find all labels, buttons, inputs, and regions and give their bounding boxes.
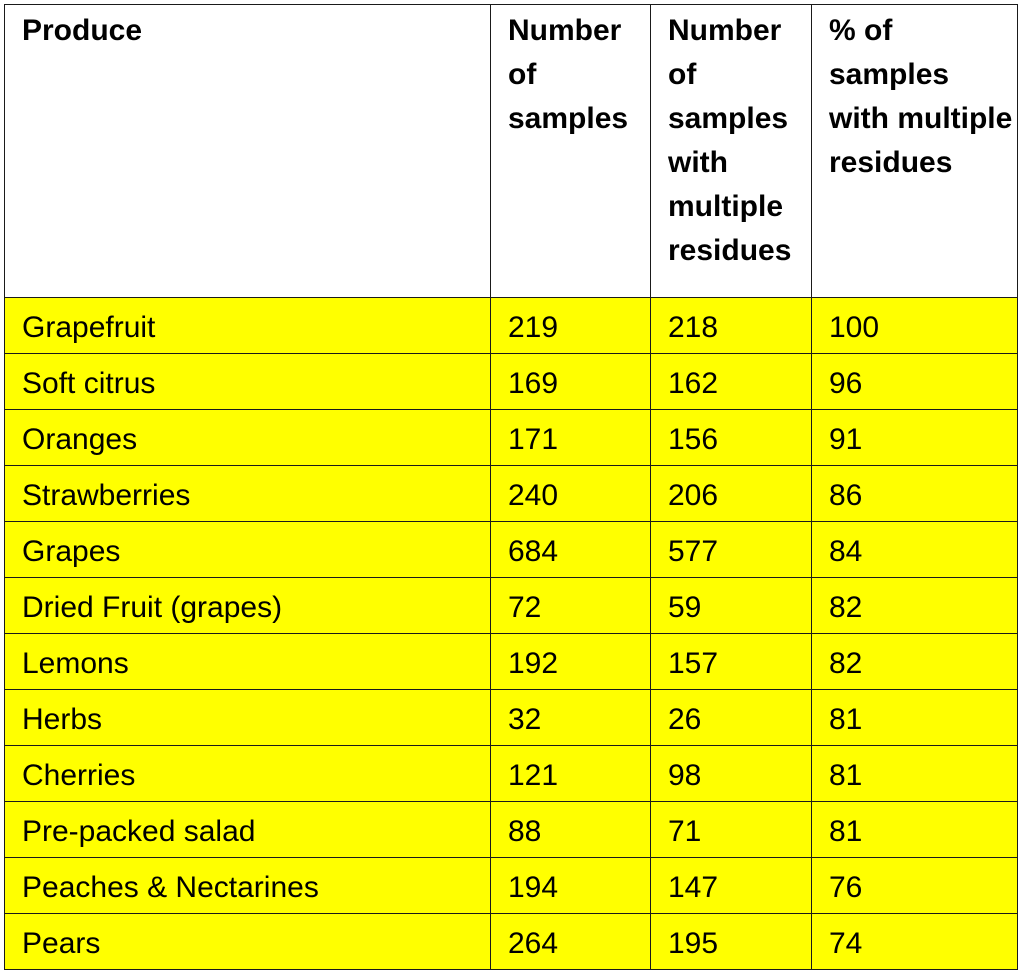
cell-produce: Pre-packed salad bbox=[5, 802, 491, 858]
table-row bbox=[5, 858, 1018, 914]
table-row bbox=[5, 466, 1018, 522]
cell-produce: Cherries bbox=[5, 746, 491, 802]
cell-produce: Grapefruit bbox=[5, 298, 491, 354]
cell-percent-multiple-residues: 91 bbox=[812, 410, 1018, 466]
cell-number-of-samples: 219 bbox=[491, 298, 651, 354]
cell-samples-multiple-residues: 577 bbox=[651, 522, 812, 578]
cell-number-of-samples: 32 bbox=[491, 690, 651, 746]
cell-samples-multiple-residues: 195 bbox=[651, 914, 812, 970]
table-header-row bbox=[5, 5, 1018, 298]
column-header-percent-multiple-residues: % of samples with multiple residues bbox=[812, 5, 1018, 298]
cell-samples-multiple-residues: 147 bbox=[651, 858, 812, 914]
cell-samples-multiple-residues: 71 bbox=[651, 802, 812, 858]
cell-percent-multiple-residues: 82 bbox=[812, 578, 1018, 634]
table-row bbox=[5, 690, 1018, 746]
cell-samples-multiple-residues: 26 bbox=[651, 690, 812, 746]
cell-number-of-samples: 171 bbox=[491, 410, 651, 466]
cell-produce: Grapes bbox=[5, 522, 491, 578]
cell-number-of-samples: 194 bbox=[491, 858, 651, 914]
cell-number-of-samples: 88 bbox=[491, 802, 651, 858]
cell-percent-multiple-residues: 81 bbox=[812, 746, 1018, 802]
cell-percent-multiple-residues: 81 bbox=[812, 690, 1018, 746]
cell-produce: Strawberries bbox=[5, 466, 491, 522]
column-header-number-of-samples: Number of samples bbox=[491, 5, 651, 298]
cell-number-of-samples: 121 bbox=[491, 746, 651, 802]
cell-number-of-samples: 240 bbox=[491, 466, 651, 522]
cell-produce: Herbs bbox=[5, 690, 491, 746]
cell-produce: Pears bbox=[5, 914, 491, 970]
table-row bbox=[5, 522, 1018, 578]
table-row bbox=[5, 914, 1018, 970]
cell-produce: Peaches & Nectarines bbox=[5, 858, 491, 914]
pesticide-residue-table bbox=[4, 4, 1018, 970]
cell-percent-multiple-residues: 82 bbox=[812, 634, 1018, 690]
cell-number-of-samples: 169 bbox=[491, 354, 651, 410]
cell-produce: Lemons bbox=[5, 634, 491, 690]
cell-produce: Soft citrus bbox=[5, 354, 491, 410]
table-body bbox=[5, 298, 1018, 970]
cell-percent-multiple-residues: 81 bbox=[812, 802, 1018, 858]
column-header-samples-multiple-residues: Number of samples with multiple residues bbox=[651, 5, 812, 298]
cell-percent-multiple-residues: 74 bbox=[812, 914, 1018, 970]
table-row bbox=[5, 298, 1018, 354]
cell-percent-multiple-residues: 86 bbox=[812, 466, 1018, 522]
cell-samples-multiple-residues: 206 bbox=[651, 466, 812, 522]
cell-samples-multiple-residues: 59 bbox=[651, 578, 812, 634]
cell-percent-multiple-residues: 100 bbox=[812, 298, 1018, 354]
table-row bbox=[5, 410, 1018, 466]
cell-number-of-samples: 192 bbox=[491, 634, 651, 690]
cell-percent-multiple-residues: 76 bbox=[812, 858, 1018, 914]
cell-percent-multiple-residues: 84 bbox=[812, 522, 1018, 578]
cell-samples-multiple-residues: 157 bbox=[651, 634, 812, 690]
cell-produce: Dried Fruit (grapes) bbox=[5, 578, 491, 634]
cell-number-of-samples: 264 bbox=[491, 914, 651, 970]
table-row bbox=[5, 578, 1018, 634]
cell-samples-multiple-residues: 156 bbox=[651, 410, 812, 466]
column-header-produce: Produce bbox=[5, 5, 491, 298]
cell-produce: Oranges bbox=[5, 410, 491, 466]
table-row bbox=[5, 802, 1018, 858]
table-row bbox=[5, 634, 1018, 690]
table-row bbox=[5, 354, 1018, 410]
cell-number-of-samples: 684 bbox=[491, 522, 651, 578]
cell-percent-multiple-residues: 96 bbox=[812, 354, 1018, 410]
cell-samples-multiple-residues: 218 bbox=[651, 298, 812, 354]
cell-samples-multiple-residues: 98 bbox=[651, 746, 812, 802]
table-row bbox=[5, 746, 1018, 802]
cell-number-of-samples: 72 bbox=[491, 578, 651, 634]
cell-samples-multiple-residues: 162 bbox=[651, 354, 812, 410]
